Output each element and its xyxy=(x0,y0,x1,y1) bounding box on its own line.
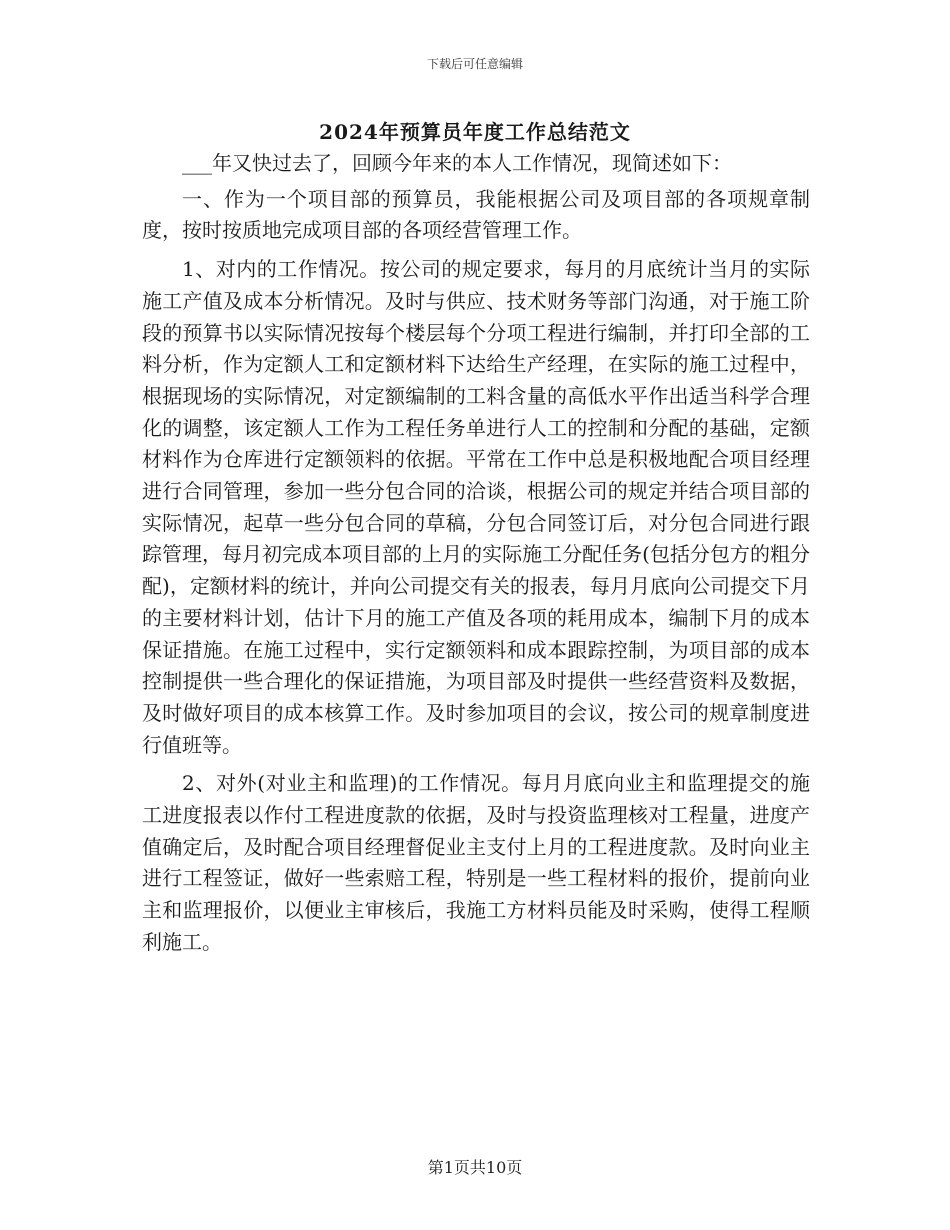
paragraph-intro: ___年又快过去了，回顾今年来的本人工作情况，现简述如下： xyxy=(182,151,732,175)
document-title: 2024年预算员年度工作总结范文 xyxy=(319,120,631,144)
paragraph-section-1: 一、作为一个项目部的预算员，我能根据公司及项目部的各项规章制度，按时按质地完成项目部的各项经营管理工作。 xyxy=(142,186,810,243)
paragraph-external-work: 2、对外(对业主和监理)的工作情况。每月月底向业主和监理提交的施工进度报表以作付工程进度款的依据，及时与投资监理核对工程量，进度产值确定后，及时配合项目经理督促业主支付上月的工程进度款。及时向业主进行工程签证，做好一些索赔工程，特别是一些工程材料的报价，提前向业主和监理报价，以便业主审核后，我施工方材料员能及时采购，使得工程顺利施工。 xyxy=(142,771,810,954)
header-note: 下载后可任意编辑 xyxy=(426,57,523,71)
document-body xyxy=(142,148,810,959)
paragraph-internal-work: 1、对内的工作情况。按公司的规定要求，每月的月底统计当月的实际施工产值及成本分析情况。及时与供应、技术财务等部门沟通，对于施工阶段的预算书以实际情况按每个楼层每个分项工程进行编制，并打印全部的工料分析，作为定额人工和定额材料下达给生产经理，在实际的施工过程中，根据现场的实际情况，对定额编制的工料含量的高低水平作出适当科学合理化的调整，该定额人工作为工程任务单进行人工的控制和分配的基础，定额材料作为仓库进行定额领料的依据。平常在工作中总是积极地配合项目经理进行合同管理，参加一些分包合同的洽谈，根据公司的规定并结合项目部的实际情况，起草一些分包合同的草稿，分包合同签订后，对分包合同进行跟踪管理，每月初完成本项目部的上月的实际施工分配任务(包括分包方的粗分配)，定额材料的统计，并向公司提交有关的报表，每月月底向公司提交下月的主要材料计划，估计下月的施工产值及各项的耗用成本，编制下月的成本保证措施。在施工过程中，实行定额领料和成本跟踪控制，为项目部的成本控制提供一些合理化的保证措施，为项目部及时提供一些经营资料及数据，及时做好项目的成本核算工作。及时参加项目的会议，按公司的规章制度进行值班等。 xyxy=(142,257,810,757)
page-footer: 第1页共10页 xyxy=(427,1158,523,1177)
